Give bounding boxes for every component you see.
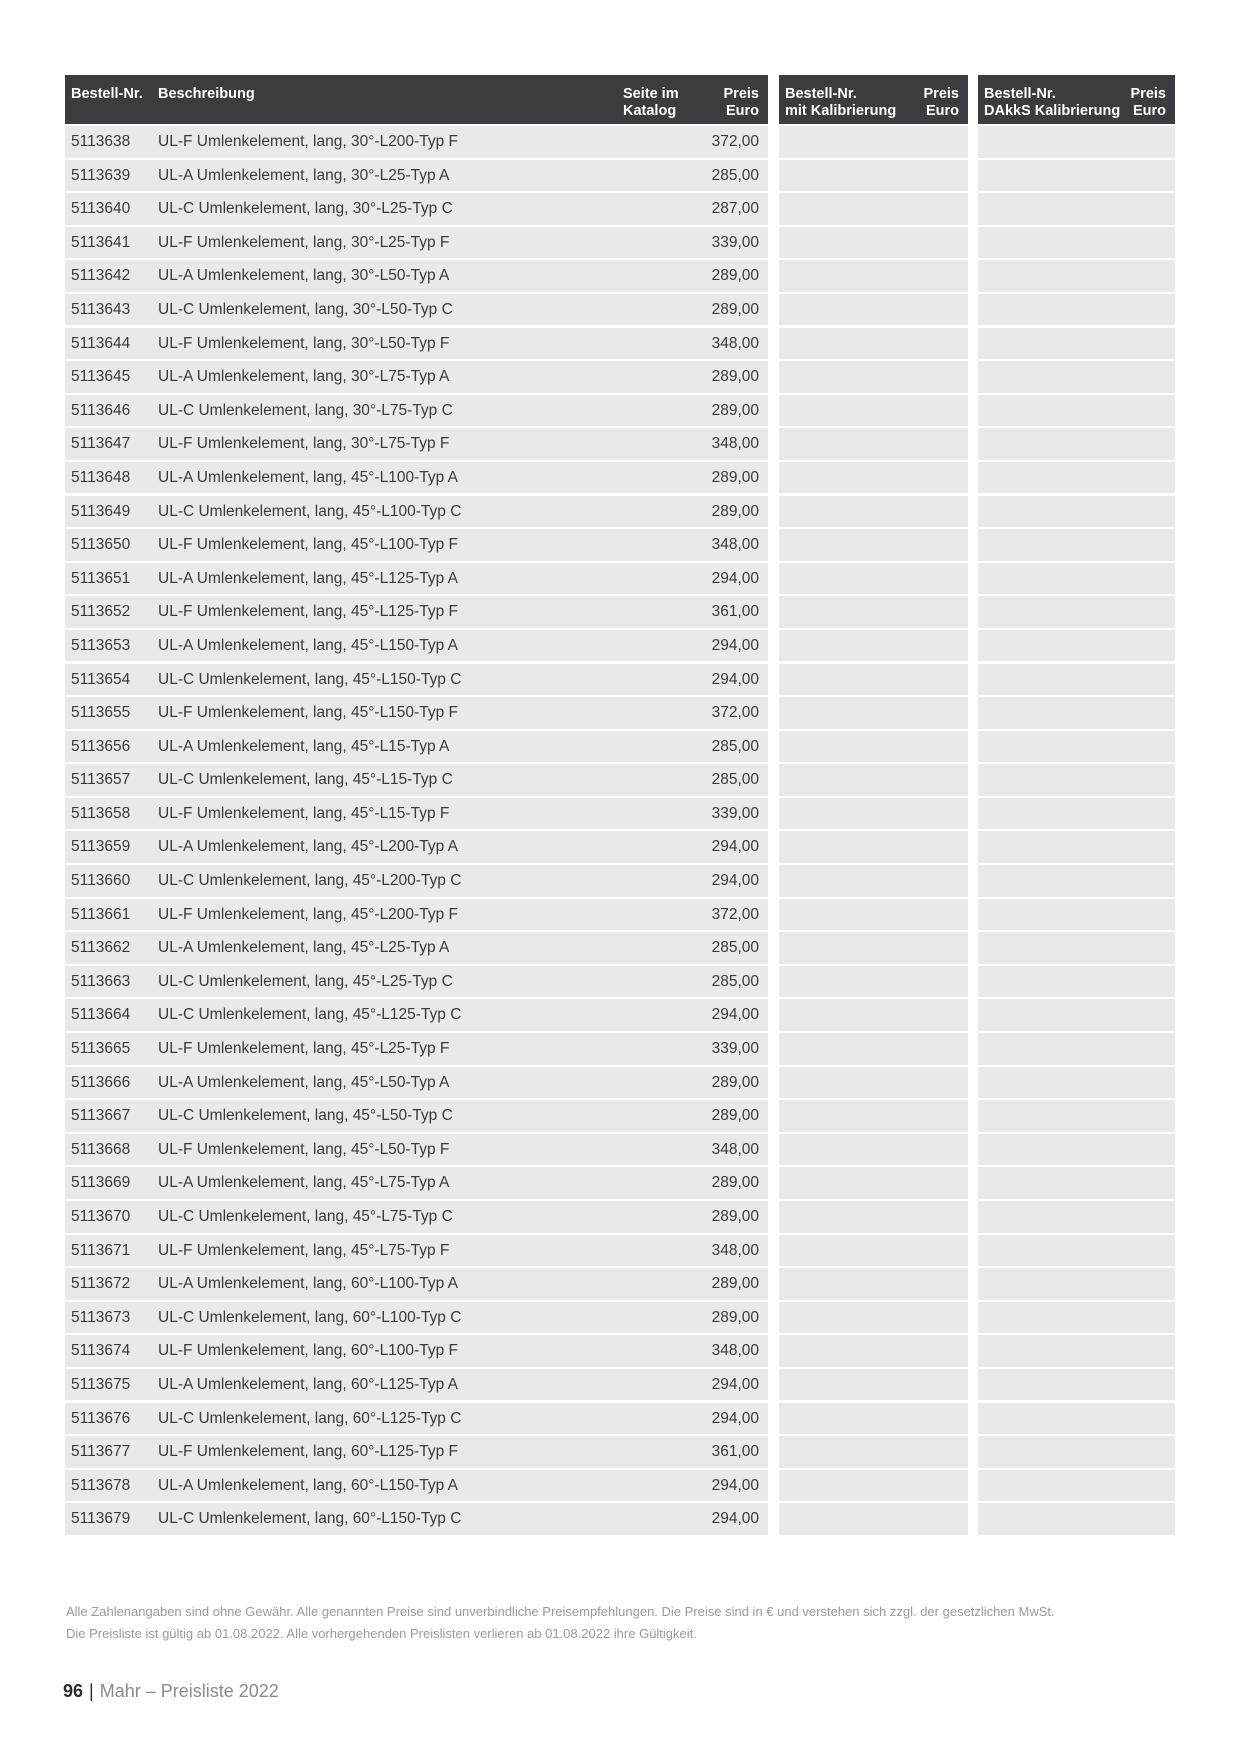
table-row	[65, 160, 768, 192]
document-title: Mahr – Preisliste 2022	[99, 1681, 279, 1701]
calibration-row	[779, 227, 968, 259]
dakks-row	[978, 260, 1175, 292]
dakks-row	[978, 932, 1175, 964]
table-row	[65, 630, 768, 662]
table-row	[65, 1235, 768, 1267]
bestell-nr-cell: 5113679	[71, 1510, 131, 1528]
dakks-row	[978, 1100, 1175, 1132]
bestell-nr-cell: 5113673	[71, 1308, 131, 1326]
footnote-line-2: Die Preisliste ist gültig ab 01.08.2022. Alle vorhergehenden Preislisten verlieren ab 01.08.2022 ihre Gültigkeit.	[66, 1626, 697, 1641]
dakks-row	[978, 361, 1175, 393]
description-cell: UL-F Umlenkelement, lang, 45°-L150-Typ F	[158, 704, 458, 722]
description-cell: UL-C Umlenkelement, lang, 30°-L50-Typ C	[158, 300, 453, 318]
bestell-nr-cell: 5113651	[71, 569, 131, 587]
dakks-row	[978, 1235, 1175, 1267]
bestell-nr-cell: 5113642	[71, 267, 131, 285]
calibration-row	[779, 966, 968, 998]
footnote	[66, 1601, 1166, 1645]
description-cell: UL-C Umlenkelement, lang, 30°-L25-Typ C	[158, 200, 453, 218]
dakks-row	[978, 596, 1175, 628]
dakks-header	[978, 75, 1175, 124]
description-cell: UL-C Umlenkelement, lang, 45°-L100-Typ C	[158, 502, 462, 520]
dakks-row	[978, 1470, 1175, 1502]
calibration-row	[779, 1335, 968, 1367]
price-cell: 289,00	[711, 368, 759, 386]
price-cell: 339,00	[711, 233, 759, 251]
description-cell: UL-F Umlenkelement, lang, 45°-L100-Typ F	[158, 536, 458, 554]
description-cell: UL-A Umlenkelement, lang, 30°-L50-Typ A	[158, 267, 450, 285]
price-cell: 372,00	[711, 704, 759, 722]
bestell-nr-cell: 5113657	[71, 771, 131, 789]
price-cell: 294,00	[711, 872, 759, 890]
dakks-row	[978, 1134, 1175, 1166]
price-cell: 361,00	[711, 1443, 759, 1461]
description-cell: UL-A Umlenkelement, lang, 30°-L25-Typ A	[158, 166, 450, 184]
bestell-nr-cell: 5113672	[71, 1275, 131, 1293]
dakks-row	[978, 496, 1175, 528]
description-cell: UL-A Umlenkelement, lang, 45°-L25-Typ A	[158, 939, 450, 957]
dakks-row	[978, 1335, 1175, 1367]
description-cell: UL-F Umlenkelement, lang, 45°-L75-Typ F	[158, 1241, 450, 1259]
description-cell: UL-C Umlenkelement, lang, 60°-L125-Typ C	[158, 1409, 462, 1427]
description-cell: UL-C Umlenkelement, lang, 45°-L125-Typ C	[158, 1006, 462, 1024]
dakks-table	[978, 75, 1175, 1537]
dakks-row	[978, 664, 1175, 696]
description-cell: UL-F Umlenkelement, lang, 45°-L125-Typ F	[158, 603, 458, 621]
dakks-row	[978, 764, 1175, 796]
header-preis-dakks: Preis Euro	[1130, 86, 1166, 119]
table-row	[65, 529, 768, 561]
price-cell: 348,00	[711, 1140, 759, 1158]
description-cell: UL-A Umlenkelement, lang, 45°-L150-Typ A	[158, 636, 458, 654]
table-row	[65, 831, 768, 863]
table-row	[65, 1302, 768, 1334]
bestell-nr-cell: 5113677	[71, 1443, 131, 1461]
bestell-nr-cell: 5113650	[71, 536, 131, 554]
table-row	[65, 1436, 768, 1468]
table-row	[65, 1033, 768, 1065]
calibration-row	[779, 1302, 968, 1334]
price-cell: 294,00	[711, 569, 759, 587]
description-cell: UL-A Umlenkelement, lang, 30°-L75-Typ A	[158, 368, 450, 386]
table-row	[65, 428, 768, 460]
dakks-row	[978, 294, 1175, 326]
table-row	[65, 764, 768, 796]
bestell-nr-cell: 5113638	[71, 133, 131, 150]
bestell-nr-cell: 5113669	[71, 1174, 131, 1192]
footer-separator: |	[89, 1681, 94, 1701]
dakks-row	[978, 1302, 1175, 1334]
bestell-nr-cell: 5113649	[71, 502, 131, 520]
bestell-nr-cell: 5113676	[71, 1409, 131, 1427]
table-row	[65, 361, 768, 393]
table-row	[65, 999, 768, 1031]
bestell-nr-cell: 5113655	[71, 704, 131, 722]
table-row	[65, 496, 768, 528]
calibration-row	[779, 1470, 968, 1502]
table-row	[65, 1067, 768, 1099]
dakks-row	[978, 731, 1175, 763]
dakks-row	[978, 1167, 1175, 1199]
calibration-row	[779, 361, 968, 393]
description-cell: UL-A Umlenkelement, lang, 45°-L15-Typ A	[158, 737, 450, 755]
calibration-row	[779, 697, 968, 729]
table-row	[65, 328, 768, 360]
header-seite-im-katalog: Seite im Katalog	[623, 86, 679, 119]
dakks-row	[978, 630, 1175, 662]
table-row	[65, 193, 768, 225]
table-row	[65, 260, 768, 292]
description-cell: UL-F Umlenkelement, lang, 45°-L15-Typ F	[158, 804, 450, 822]
bestell-nr-cell: 5113654	[71, 670, 131, 688]
calibration-row	[779, 1235, 968, 1267]
dakks-row	[978, 1503, 1175, 1535]
bestell-nr-cell: 5113666	[71, 1073, 131, 1091]
calibration-row	[779, 630, 968, 662]
price-cell: 289,00	[711, 1107, 759, 1125]
price-cell: 289,00	[711, 1073, 759, 1091]
price-cell: 289,00	[711, 267, 759, 285]
calibration-row	[779, 294, 968, 326]
dakks-row	[978, 1067, 1175, 1099]
bestell-nr-cell: 5113658	[71, 804, 131, 822]
table-row	[65, 932, 768, 964]
price-cell: 289,00	[711, 1275, 759, 1293]
description-cell: UL-A Umlenkelement, lang, 45°-L75-Typ A	[158, 1174, 450, 1192]
description-cell: UL-F Umlenkelement, lang, 30°-L200-Typ F	[158, 133, 458, 150]
table-row	[65, 294, 768, 326]
description-cell: UL-F Umlenkelement, lang, 60°-L125-Typ F	[158, 1443, 458, 1461]
description-cell: UL-A Umlenkelement, lang, 45°-L200-Typ A	[158, 838, 458, 856]
bestell-nr-cell: 5113645	[71, 368, 131, 386]
table-row	[65, 865, 768, 897]
table-row	[65, 1403, 768, 1435]
bestell-nr-cell: 5113653	[71, 636, 131, 654]
price-cell: 339,00	[711, 1040, 759, 1058]
description-cell: UL-C Umlenkelement, lang, 45°-L75-Typ C	[158, 1208, 453, 1225]
calibration-row	[779, 260, 968, 292]
calibration-row	[779, 1033, 968, 1065]
table-row	[65, 1134, 768, 1166]
bestell-nr-cell: 5113646	[71, 401, 131, 419]
bestell-nr-cell: 5113668	[71, 1140, 131, 1158]
calibration-row	[779, 1436, 968, 1468]
price-cell: 289,00	[711, 1174, 759, 1192]
bestell-nr-cell: 5113640	[71, 200, 131, 218]
price-cell: 289,00	[711, 1308, 759, 1326]
description-cell: UL-C Umlenkelement, lang, 45°-L25-Typ C	[158, 972, 453, 990]
price-table	[65, 75, 768, 1537]
table-row	[65, 697, 768, 729]
dakks-row	[978, 831, 1175, 863]
dakks-row	[978, 798, 1175, 830]
description-cell: UL-A Umlenkelement, lang, 60°-L125-Typ A	[158, 1375, 458, 1393]
calibration-row	[779, 999, 968, 1031]
bestell-nr-cell: 5113661	[71, 905, 131, 923]
header-beschreibung: Beschreibung	[158, 86, 255, 102]
calibration-row	[779, 899, 968, 931]
bestell-nr-cell: 5113665	[71, 1040, 131, 1058]
bestell-nr-cell: 5113667	[71, 1107, 131, 1125]
header-bestell-nr: Bestell-Nr.	[71, 86, 143, 102]
bestell-nr-cell: 5113659	[71, 838, 131, 856]
dakks-row	[978, 1369, 1175, 1401]
table-row	[65, 1335, 768, 1367]
table-row	[65, 462, 768, 494]
calibration-row	[779, 932, 968, 964]
price-cell: 294,00	[711, 1006, 759, 1024]
price-cell: 294,00	[711, 838, 759, 856]
price-cell: 294,00	[711, 1409, 759, 1427]
calibration-header	[779, 75, 968, 124]
bestell-nr-cell: 5113643	[71, 300, 131, 318]
description-cell: UL-C Umlenkelement, lang, 60°-L100-Typ C	[158, 1308, 462, 1326]
calibration-row	[779, 1403, 968, 1435]
bestell-nr-cell: 5113674	[71, 1342, 131, 1360]
calibration-row	[779, 1503, 968, 1535]
bestell-nr-cell: 5113660	[71, 872, 131, 890]
description-cell: UL-C Umlenkelement, lang, 30°-L75-Typ C	[158, 401, 453, 419]
table-row	[65, 1268, 768, 1300]
calibration-row	[779, 496, 968, 528]
price-cell: 372,00	[711, 133, 759, 150]
description-cell: UL-F Umlenkelement, lang, 30°-L50-Typ F	[158, 334, 450, 352]
dakks-row	[978, 193, 1175, 225]
description-cell: UL-A Umlenkelement, lang, 45°-L125-Typ A	[158, 569, 458, 587]
table-row	[65, 1167, 768, 1199]
calibration-row	[779, 1201, 968, 1233]
bestell-nr-cell: 5113648	[71, 468, 131, 486]
price-cell: 348,00	[711, 1342, 759, 1360]
footnote-line-1: Alle Zahlenangaben sind ohne Gewähr. Alle genannten Preise sind unverbindliche Preisempfehlungen. Die Preise sind in € und verstehen sich zzgl. der gesetzlichen MwSt.	[66, 1604, 1055, 1619]
dakks-row	[978, 1268, 1175, 1300]
description-cell: UL-F Umlenkelement, lang, 45°-L200-Typ F	[158, 905, 458, 923]
header-preis: Preis Euro	[723, 86, 759, 119]
dakks-row	[978, 395, 1175, 427]
description-cell: UL-A Umlenkelement, lang, 60°-L150-Typ A	[158, 1476, 458, 1494]
dakks-body	[978, 126, 1175, 1535]
price-cell: 348,00	[711, 435, 759, 453]
bestell-nr-cell: 5113647	[71, 435, 131, 453]
bestell-nr-cell: 5113663	[71, 972, 131, 990]
table-row	[65, 563, 768, 595]
price-cell: 287,00	[711, 200, 759, 218]
calibration-row	[779, 462, 968, 494]
description-cell: UL-C Umlenkelement, lang, 45°-L50-Typ C	[158, 1107, 453, 1125]
dakks-row	[978, 1201, 1175, 1233]
description-cell: UL-A Umlenkelement, lang, 45°-L100-Typ A	[158, 468, 458, 486]
calibration-row	[779, 563, 968, 595]
dakks-row	[978, 697, 1175, 729]
bestell-nr-cell: 5113656	[71, 737, 131, 755]
table-row	[65, 1503, 768, 1535]
dakks-row	[978, 328, 1175, 360]
description-cell: UL-A Umlenkelement, lang, 60°-L100-Typ A	[158, 1275, 458, 1293]
bestell-nr-cell: 5113662	[71, 939, 131, 957]
description-cell: UL-C Umlenkelement, lang, 45°-L200-Typ C	[158, 872, 462, 890]
dakks-row	[978, 563, 1175, 595]
calibration-row	[779, 731, 968, 763]
table-row	[65, 899, 768, 931]
dakks-row	[978, 160, 1175, 192]
description-cell: UL-F Umlenkelement, lang, 30°-L75-Typ F	[158, 435, 450, 453]
calibration-row	[779, 160, 968, 192]
page-number: 96	[63, 1681, 84, 1701]
table-header	[65, 75, 768, 124]
price-cell: 294,00	[711, 1510, 759, 1528]
price-cell: 294,00	[711, 1476, 759, 1494]
price-cell: 294,00	[711, 636, 759, 654]
calibration-row	[779, 193, 968, 225]
table-row	[65, 966, 768, 998]
table-row	[65, 596, 768, 628]
dakks-row	[978, 126, 1175, 158]
dakks-row	[978, 966, 1175, 998]
price-cell: 372,00	[711, 905, 759, 923]
description-cell: UL-C Umlenkelement, lang, 45°-L15-Typ C	[158, 771, 453, 789]
bestell-nr-cell: 5113644	[71, 334, 131, 352]
calibration-row	[779, 664, 968, 696]
calibration-row	[779, 1134, 968, 1166]
table-row	[65, 1201, 768, 1233]
price-cell: 285,00	[711, 972, 759, 990]
table-row	[65, 798, 768, 830]
table-row	[65, 126, 768, 158]
table-row	[65, 664, 768, 696]
description-cell: UL-F Umlenkelement, lang, 45°-L25-Typ F	[158, 1040, 450, 1058]
calibration-row	[779, 764, 968, 796]
bestell-nr-cell: 5113675	[71, 1375, 131, 1393]
price-cell: 339,00	[711, 804, 759, 822]
table-row	[65, 1369, 768, 1401]
calibration-body	[779, 126, 968, 1535]
calibration-row	[779, 1067, 968, 1099]
calibration-row	[779, 1268, 968, 1300]
price-cell: 289,00	[711, 1208, 759, 1225]
table-row	[65, 1100, 768, 1132]
dakks-row	[978, 227, 1175, 259]
bestell-nr-cell: 5113664	[71, 1006, 131, 1024]
description-cell: UL-A Umlenkelement, lang, 45°-L50-Typ A	[158, 1073, 450, 1091]
dakks-row	[978, 1403, 1175, 1435]
bestell-nr-cell: 5113670	[71, 1208, 131, 1225]
price-cell: 294,00	[711, 1375, 759, 1393]
price-cell: 348,00	[711, 334, 759, 352]
table-row	[65, 1470, 768, 1502]
price-cell: 348,00	[711, 536, 759, 554]
dakks-row	[978, 428, 1175, 460]
page-footer	[63, 1681, 279, 1702]
price-cell: 289,00	[711, 502, 759, 520]
price-cell: 289,00	[711, 401, 759, 419]
description-cell: UL-C Umlenkelement, lang, 45°-L150-Typ C	[158, 670, 462, 688]
price-cell: 285,00	[711, 737, 759, 755]
bestell-nr-cell: 5113678	[71, 1476, 131, 1494]
price-cell: 289,00	[711, 300, 759, 318]
dakks-row	[978, 462, 1175, 494]
header-preis-kalibrierung: Preis Euro	[923, 86, 959, 119]
bestell-nr-cell: 5113671	[71, 1241, 131, 1259]
calibration-table	[779, 75, 968, 1537]
table-body	[65, 126, 768, 1535]
calibration-row	[779, 328, 968, 360]
bestell-nr-cell: 5113652	[71, 603, 131, 621]
description-cell: UL-F Umlenkelement, lang, 30°-L25-Typ F	[158, 233, 450, 251]
description-cell: UL-F Umlenkelement, lang, 45°-L50-Typ F	[158, 1140, 450, 1158]
table-row	[65, 395, 768, 427]
dakks-row	[978, 529, 1175, 561]
header-bestell-nr-dakks: Bestell-Nr. DAkkS Kalibrierung	[984, 86, 1121, 119]
price-cell: 285,00	[711, 771, 759, 789]
dakks-row	[978, 1436, 1175, 1468]
calibration-row	[779, 395, 968, 427]
calibration-row	[779, 831, 968, 863]
dakks-row	[978, 999, 1175, 1031]
dakks-row	[978, 899, 1175, 931]
table-row	[65, 731, 768, 763]
calibration-row	[779, 428, 968, 460]
bestell-nr-cell: 5113641	[71, 233, 131, 251]
dakks-row	[978, 1033, 1175, 1065]
description-cell: UL-F Umlenkelement, lang, 60°-L100-Typ F	[158, 1342, 458, 1360]
price-cell: 294,00	[711, 670, 759, 688]
calibration-row	[779, 529, 968, 561]
header-bestell-nr-kalibrierung: Bestell-Nr. mit Kalibrierung	[785, 86, 897, 119]
calibration-row	[779, 1167, 968, 1199]
calibration-row	[779, 1100, 968, 1132]
table-row	[65, 227, 768, 259]
price-cell: 361,00	[711, 603, 759, 621]
calibration-row	[779, 865, 968, 897]
calibration-row	[779, 1369, 968, 1401]
calibration-row	[779, 126, 968, 158]
price-cell: 289,00	[711, 468, 759, 486]
calibration-row	[779, 798, 968, 830]
description-cell: UL-C Umlenkelement, lang, 60°-L150-Typ C	[158, 1510, 462, 1528]
bestell-nr-cell: 5113639	[71, 166, 131, 184]
price-cell: 348,00	[711, 1241, 759, 1259]
price-cell: 285,00	[711, 166, 759, 184]
calibration-row	[779, 596, 968, 628]
dakks-row	[978, 865, 1175, 897]
price-cell: 285,00	[711, 939, 759, 957]
